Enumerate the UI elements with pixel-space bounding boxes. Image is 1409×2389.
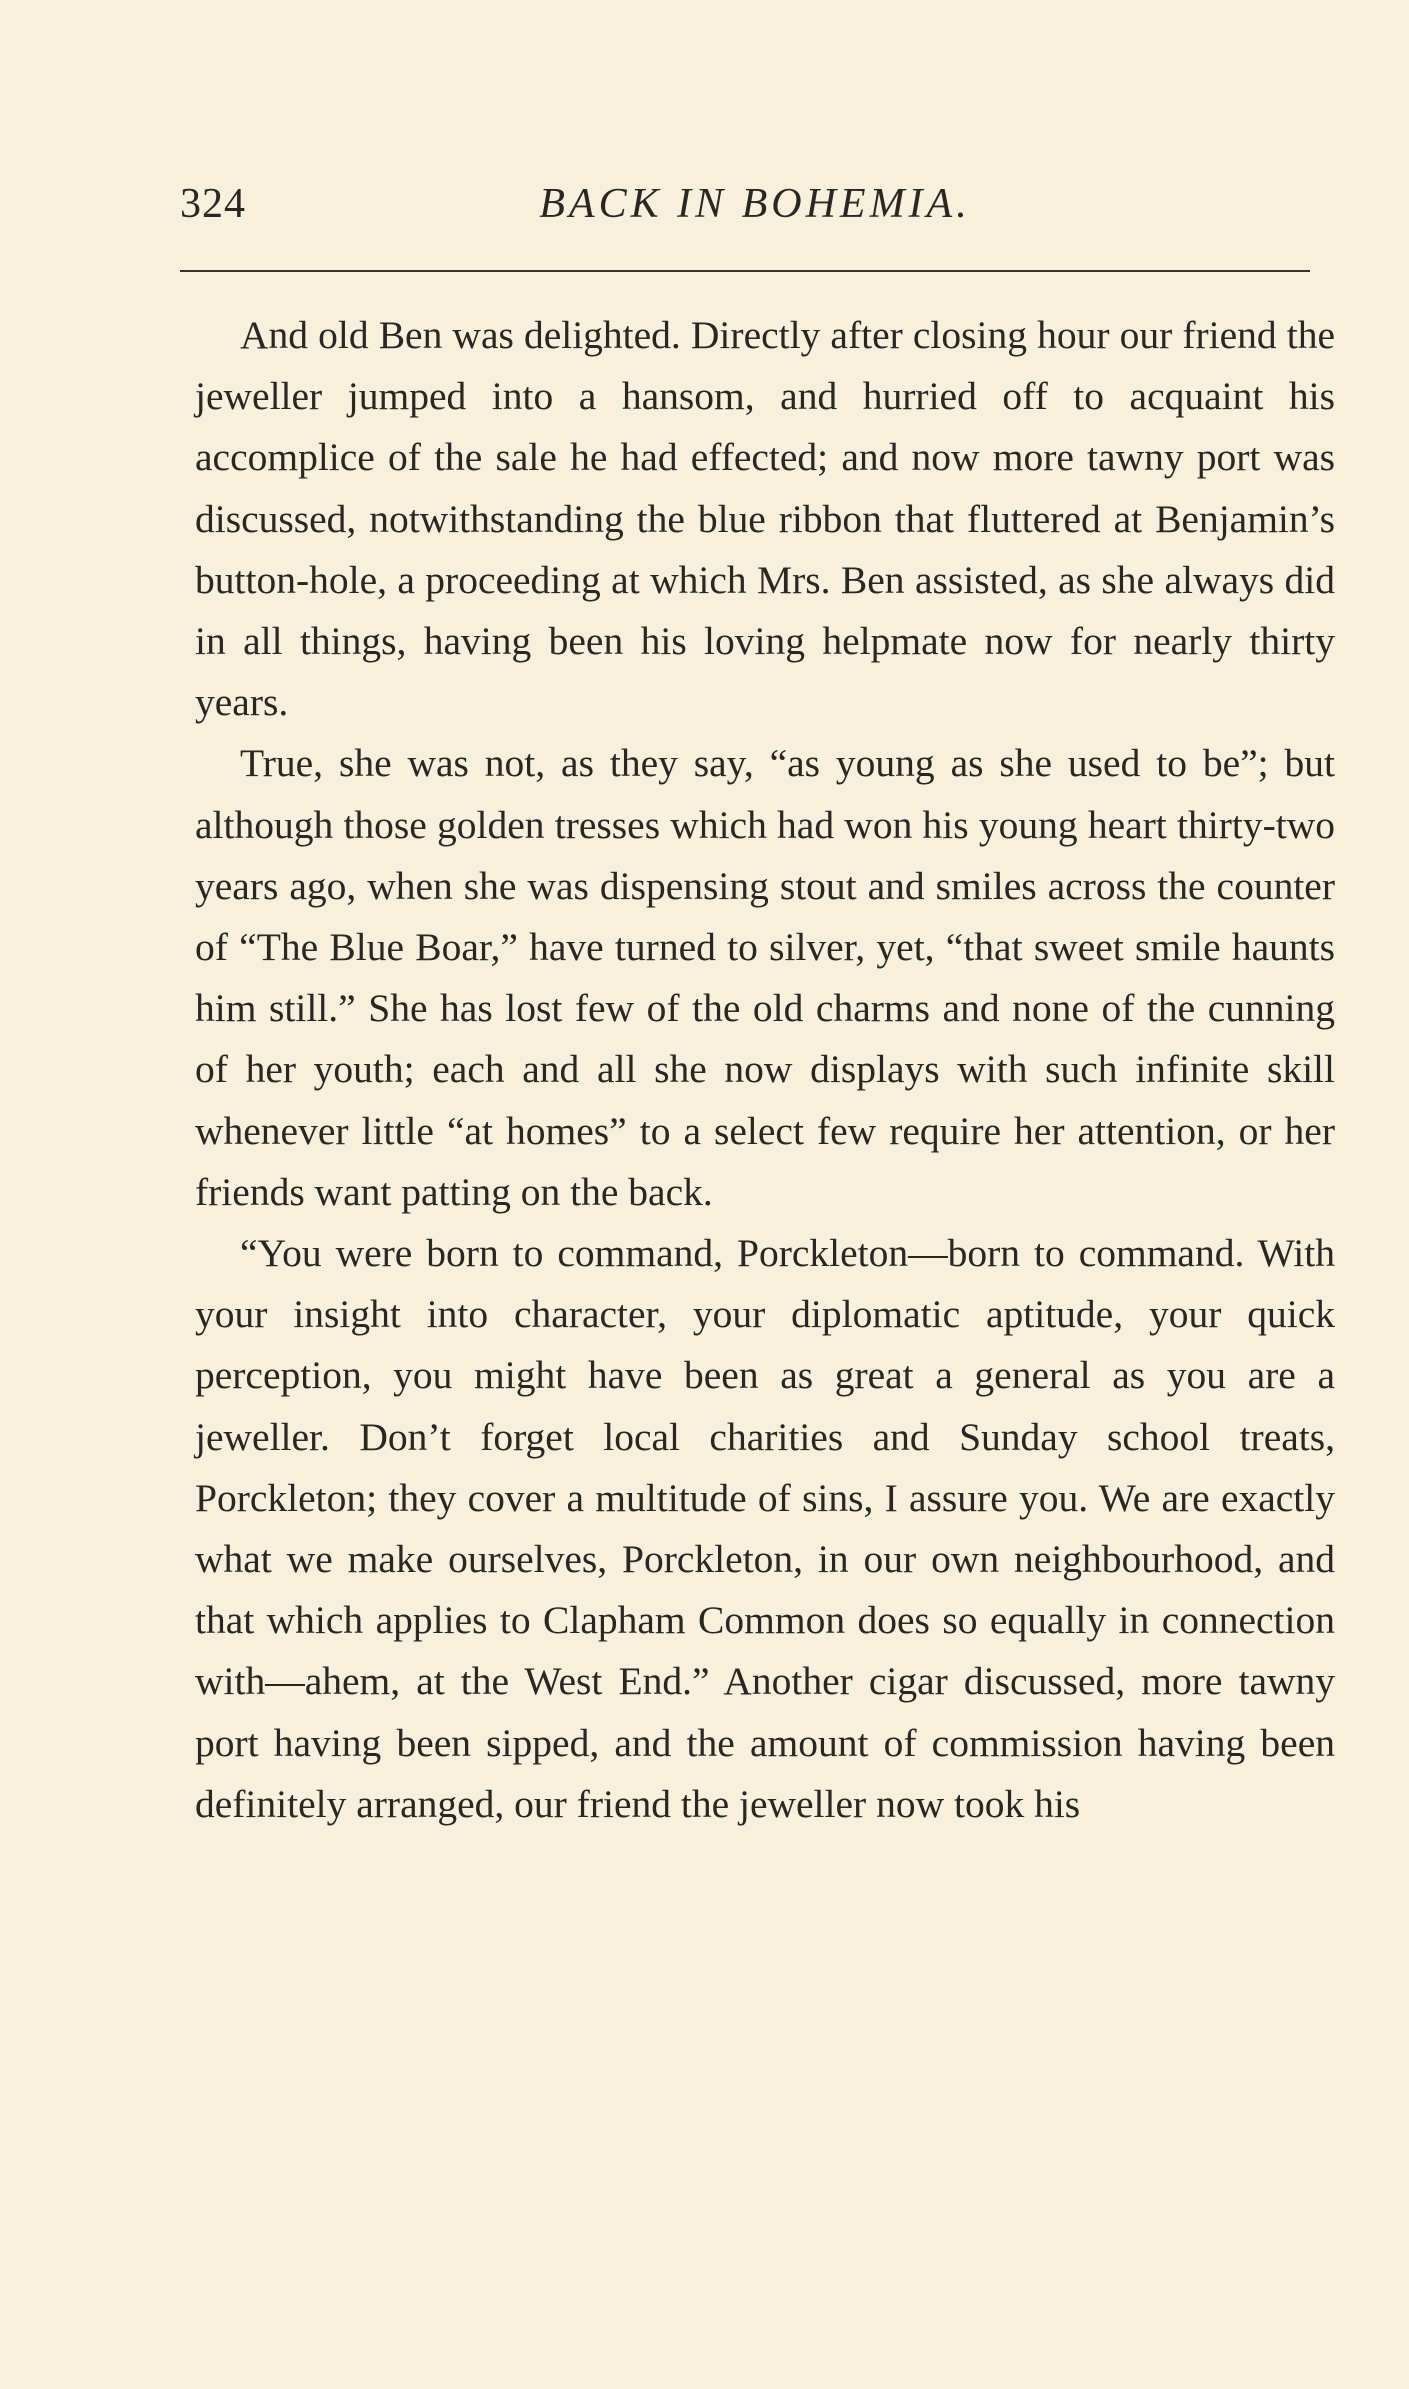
paragraph-2: True, she was not, as they say, “as young as she used to be”; but although those golden tresses which had won his young heart thirty-two years ago, when she was dispensing stout and smiles across the counter of “The Blue Boar,” have turned to silver, yet, “that sweet smile haunts him still.” She has lost few of the old charms and none of the cunning of her youth; each and all she now displays with such infinite skill whenever little “at homes” to a select few require her attention, or her friends want patting on the back. <box>195 741 1335 1214</box>
page-body <box>195 305 1335 1835</box>
page-header <box>180 170 1330 240</box>
paragraph-1: And old Ben was delighted. Directly after closing hour our friend the jeweller jumped into a hansom, and hurried off to acquaint his accomplice of the sale he had effected; and now more tawny port was discussed, notwithstanding the blue ribbon that fluttered at Benjamin’s button-hole, a proceeding at which Mrs. Ben assisted, as she always did in all things, having been his loving helpmate now for nearly thirty years. <box>195 313 1335 725</box>
page-number: 324 <box>180 181 246 227</box>
running-title: BACK IN BOHEMIA. <box>539 181 971 227</box>
header-rule <box>180 270 1310 272</box>
paragraph-3: “You were born to command, Porckleton—born to command. With your insight into character, your diplomatic aptitude, your quick perception, you might have been as great a general as you are a jeweller. Don’t forget local charities and Sunday school treats, Porckleton; they cover a multitude of sins, I assure you. We are exactly what we make ourselves, Porckleton, in our own neighbourhood, and that which applies to Clapham Common does so equally in connection with—ahem, at the West End.” Another cigar discussed, more tawny port having been sipped, and the amount of commission having been definitely arranged, our friend the jeweller now took his <box>195 1231 1335 1826</box>
